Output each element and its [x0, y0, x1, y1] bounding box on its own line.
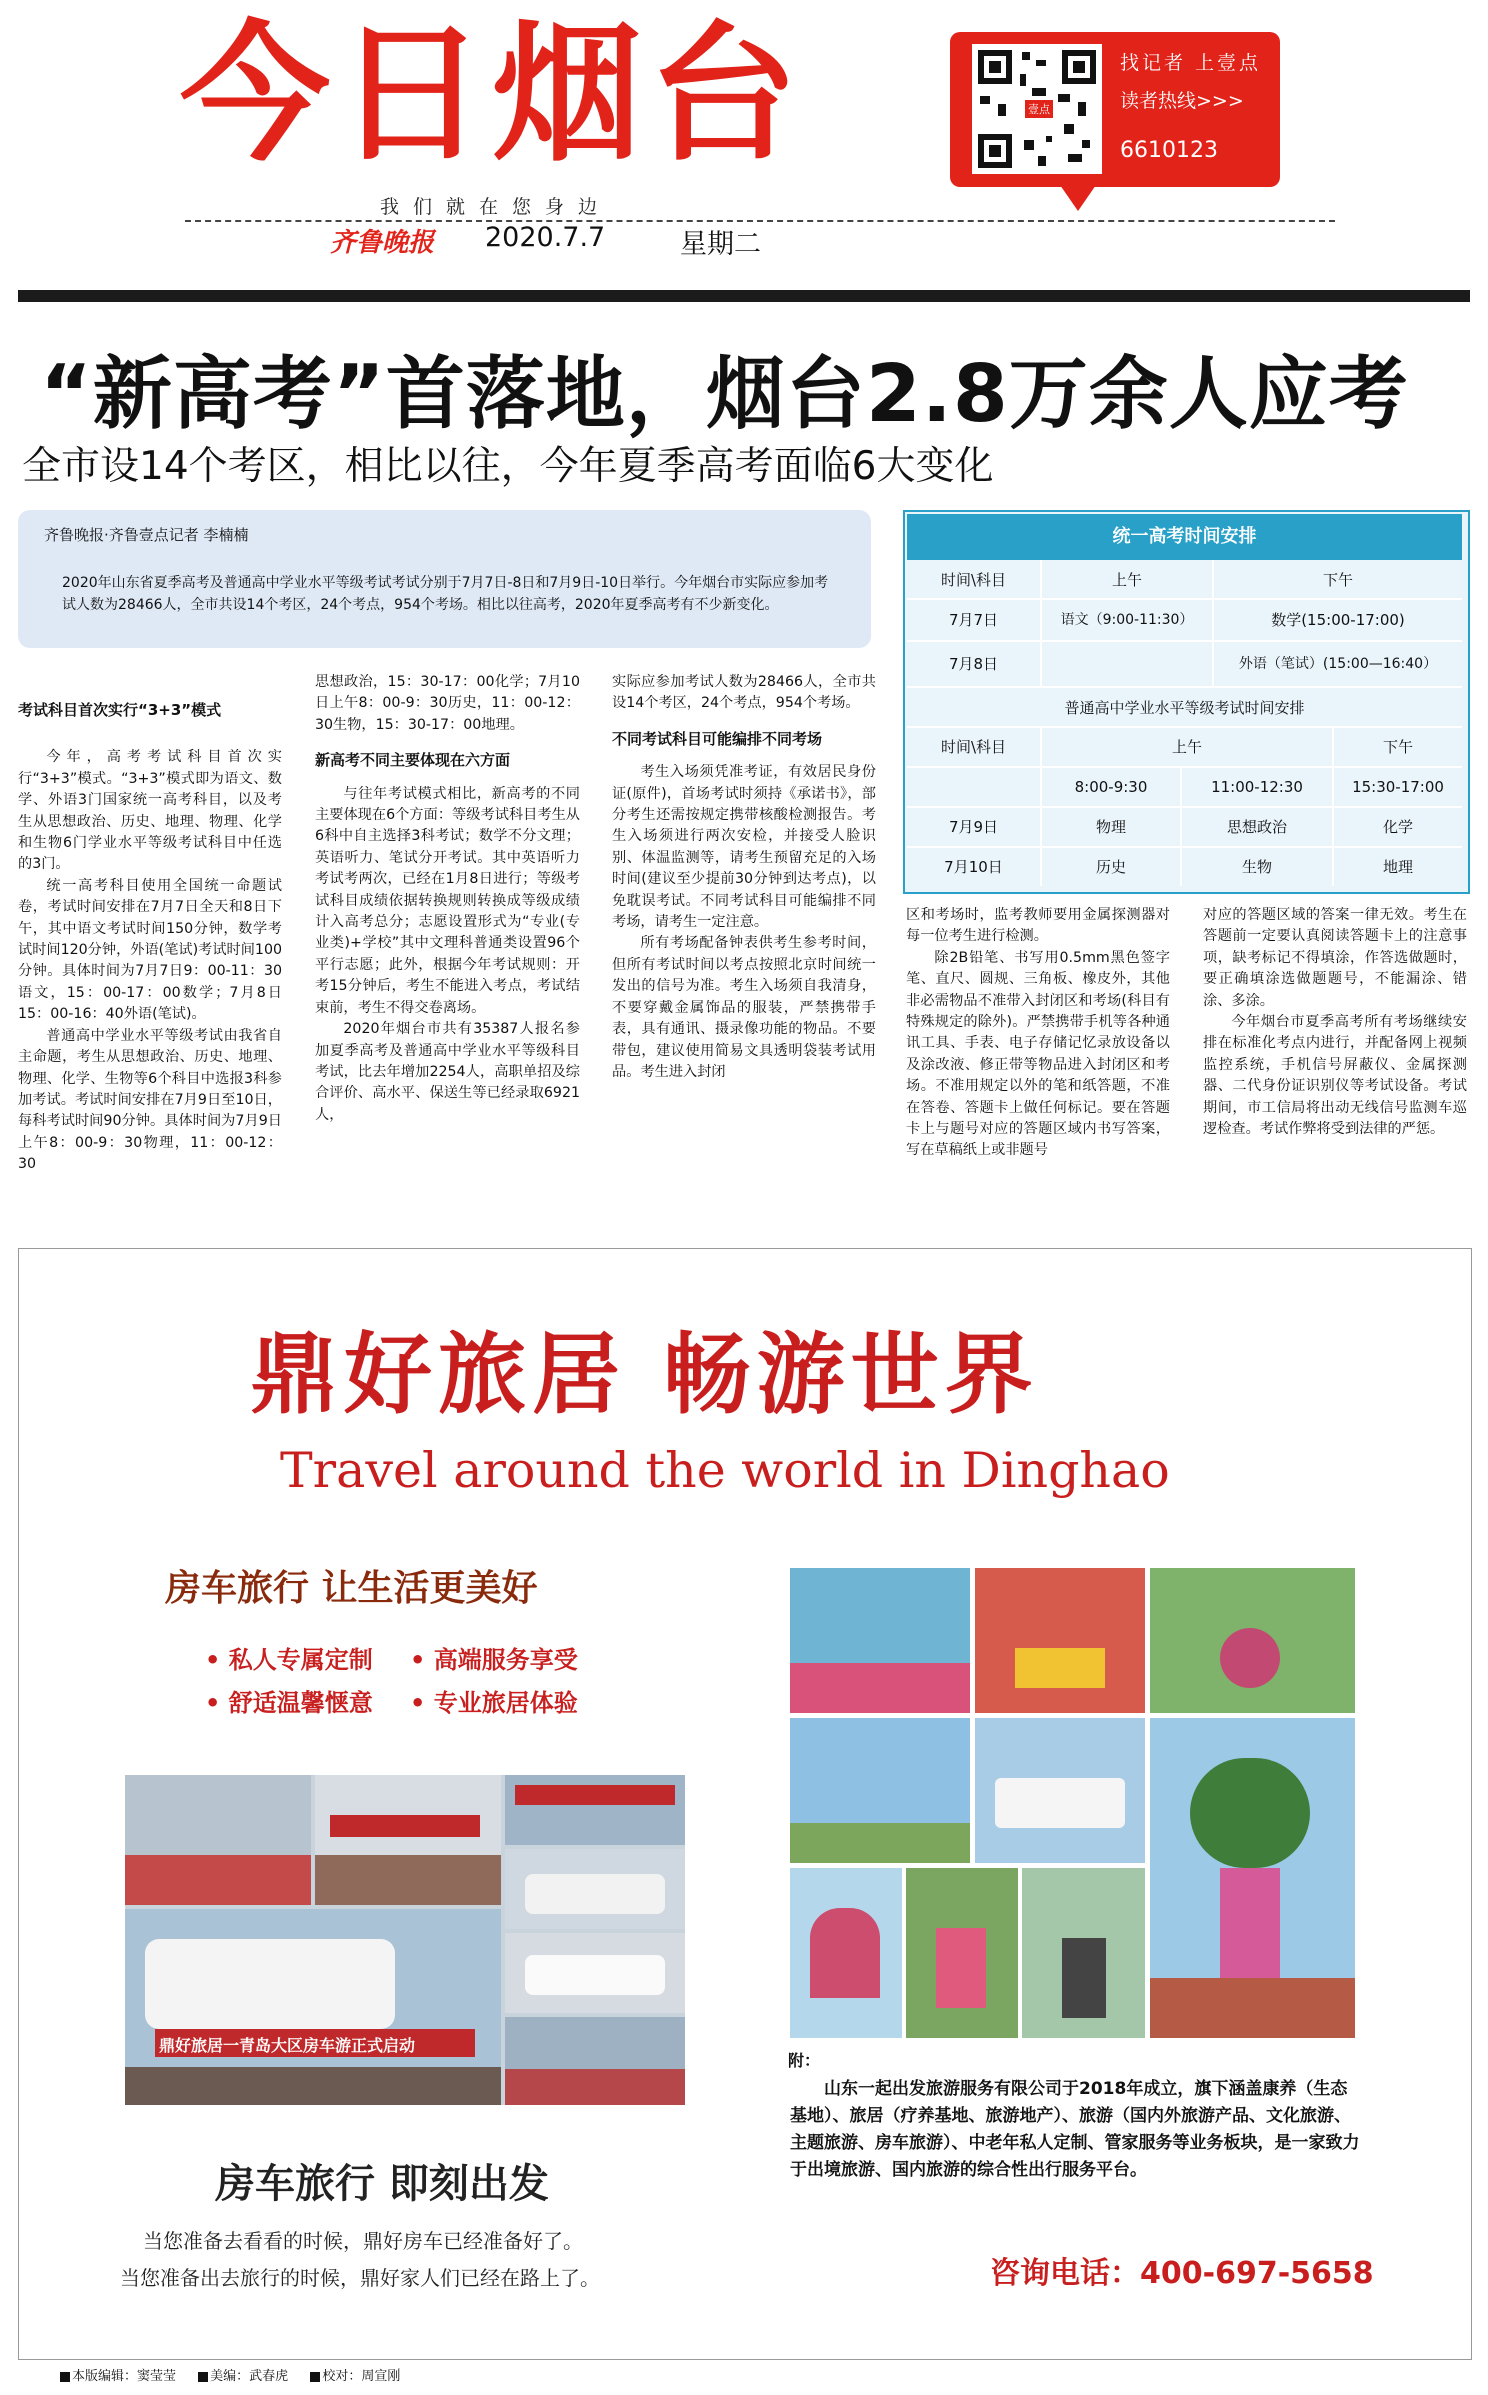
tour-photo — [1022, 1868, 1145, 2038]
rv-launch-photo — [125, 1909, 501, 2105]
table-header-cell: 上午 — [1111, 571, 1142, 589]
tour-photo — [790, 1568, 970, 1713]
subheadline: 全市设14个考区，相比以往，今年夏季高考面临6大变化 — [22, 444, 994, 489]
paragraph: 对应的答题区域的答案一律无效。考生在答题前一定要认真阅读答题卡上的注意事项，缺考标记不得填涂，作答选做题时，要正确填涂选做题题号，不能漏涂、错涂、多涂。 — [1203, 907, 1467, 1009]
paragraph: 统一高考科目使用全国统一命题试卷，考试时间安排在7月7日全天和8日下午，其中语文考试时间150分钟，数学考试时间120分钟，外语(笔试)考试时间100分钟。具体时间为7月7日9：00-11：30语文，15：00-17：00数学；7月8日15：00-16：40外语(笔试)。 — [18, 877, 282, 1023]
tour-photo — [975, 1568, 1145, 1713]
photo-collage-left — [125, 1775, 685, 2105]
table-header-cell: 时间\科目 — [940, 738, 1007, 756]
table-cell: 7月7日 — [948, 611, 999, 629]
paragraph: 今年烟台市夏季高考所有考场继续安排在标准化考点内进行，并配备网上视频监控系统，手机信号屏蔽仪、金属探测器、二代身份证识别仪等考试设备。考试期间，市工信局将出动无线信号监测车巡逻检查。考试作弊将受到法律的严惩。 — [1203, 1014, 1467, 1138]
paper-name: 齐鲁晚报 — [330, 228, 435, 258]
paragraph: 今年，高考考试科目首次实行“3+3”模式。“3+3”模式即为语文、数学、外语3门国家统一高考科目，以及考生从思想政治、历史、地理、物理、化学和生物6门学业水平等级考试科目中任选的3门。 — [18, 749, 282, 873]
ad-title: 鼎好旅居 畅游世界 — [250, 1322, 1039, 1426]
masthead-rule — [18, 290, 1470, 302]
ad-bullet: • 高端服务享受 — [410, 1646, 578, 1674]
square-bullet-icon — [198, 2372, 208, 2382]
table-cell: 思想政治 — [1226, 818, 1287, 836]
table-cell: 物理 — [1095, 818, 1126, 836]
lead-paragraph: 2020年山东省夏季高考及普通高中学业水平等级考试考试分别于7月7日-8日和7月9日-10日举行。今年烟台市实际应参加考试人数为28466人，全市共设14个考区，24个考点，954个考场。相比以往高考，2020年夏季高考有不少新变化。 — [62, 575, 829, 613]
editor-credit: 本版编辑：窦莹莹 — [72, 2369, 177, 2384]
ad-line: 当您准备去看看的时候，鼎好房车已经准备好了。 — [143, 2229, 583, 2253]
table-rule — [907, 766, 1462, 768]
article-column-1 — [18, 700, 282, 1176]
group-photo — [315, 1775, 501, 1905]
table-cell: 11:00-12:30 — [1211, 778, 1303, 796]
table-cell: 外语（笔试）(15:00—16:40） — [1238, 656, 1438, 672]
section-heading: 考试科目首次实行“3+3”模式 — [18, 701, 222, 719]
group-photo — [505, 2017, 685, 2105]
hotline-line1: 找记者 上壹点 — [1120, 52, 1262, 74]
ad-subtitle: 房车旅行 即刻出发 — [215, 2161, 549, 2207]
ad-title-english: Travel around the world in Dinghao — [280, 1442, 1170, 1499]
schedule-subtitle: 普通高中学业水平等级考试时间安排 — [1064, 699, 1305, 717]
rv-photo — [505, 1933, 685, 2013]
paragraph: 考生入场须凭准考证，有效居民身份证(原件)，首场考试时须持《承诺书》，部分考生还需按规定携带核酸检测报告。考生入场须进行两次安检，并接受人脸识别、体温监测等，请考生预留充足的入场时间(建议至少提前30分钟到达考点)，以免耽误考试。不同考试科目可能编排不同考场，请考生一定注意。 — [612, 764, 876, 931]
headline: “新高考”首落地，烟台2.8万余人应考 — [40, 348, 1409, 440]
table-cell: 历史 — [1095, 858, 1126, 876]
paragraph: 除2B铅笔、书写用0.5mm黑色签字笔、直尺、圆规、三角板、橡皮外，其他非必需物品不准带入封闭区和考场(科目有特殊规定的除外)。严禁携带手机等各种通讯工具、手表、电子存储记忆录放设备以及涂改液、修正带等物品进入封闭区和考场。不准用规定以外的笔和纸答题，不准在答卷、答题卡上做任何标记。要在答题卡上与题号对应的答题区域内书写答案，写在草稿纸上或非题号 — [906, 949, 1170, 1159]
tour-photo — [790, 1868, 902, 2038]
table-header-cell: 时间\科目 — [940, 571, 1007, 589]
table-rule — [907, 726, 1462, 728]
banner-text: 鼎好旅居一青岛大区房车游正式启动 — [159, 2036, 416, 2055]
issue-date: 2020.7.7 — [485, 222, 606, 253]
masthead-slogan: 我们就在您身边 — [380, 196, 612, 218]
table-rule — [907, 598, 1462, 600]
photo-collage-right — [790, 1568, 1355, 2038]
table-rule — [907, 640, 1462, 642]
section-heading: 不同考试科目可能编排不同考场 — [612, 729, 823, 748]
table-cell: 8:00-9:30 — [1074, 778, 1148, 796]
hotline-number: 6610123 — [1120, 138, 1218, 163]
rv-photo — [505, 1849, 685, 1929]
consult-phone[interactable]: 咨询电话：400-697-5658 — [990, 2256, 1374, 2291]
group-photo — [125, 1775, 311, 1905]
table-header-cell: 下午 — [1322, 571, 1353, 589]
table-cell: 7月10日 — [944, 858, 1003, 876]
paragraph: 与往年考试模式相比，新高考的不同主要体现在6个方面：等级考试科目考生从6科中自主选择3科考试；数学不分文理；英语听力、笔试分开考试。其中英语听力考试考两次，已经在1月8日进行；等级考试科目成绩依据转换规则转换成等级成绩计入高考总分；志愿设置形式为“专业(专业类)+学校”其中文理科普通类设置96个平行志愿；此外，根据今年考试规则：开考15分钟后，考生不能进入考点，考试结束前，考生不得交卷离场。 — [315, 785, 580, 1016]
hotline-line2: 读者热线>>> — [1120, 90, 1244, 112]
article-column-5 — [1203, 905, 1467, 1140]
company-note: 山东一起出发旅游服务有限公司于2018年成立，旗下涵盖康养（生态基地）、旅居（疗养基地、旅游地产）、旅游（国内外旅游产品、文化旅游、主题旅游、房车旅游）、中老年私人定制、管家服务等业务板块，是一家致力于出境旅游、国内旅游的综合性出行服务平台。 — [790, 2079, 1360, 2180]
ad-slogan: 房车旅行 让生活更美好 — [165, 1568, 538, 1609]
square-bullet-icon — [60, 2372, 70, 2382]
group-photo — [505, 1775, 685, 1845]
table-rule — [907, 806, 1462, 808]
table-cell: 化学 — [1382, 818, 1413, 836]
issue-weekday: 星期二 — [680, 229, 761, 260]
table-cell: 地理 — [1382, 858, 1413, 876]
table-header-cell: 下午 — [1382, 738, 1413, 756]
ad-bullet: • 舒适温馨惬意 — [205, 1689, 373, 1717]
ad-line: 当您准备出去旅行的时候，鼎好家人们已经在路上了。 — [120, 2266, 600, 2290]
page-credits — [60, 2365, 418, 2384]
article-column-4 — [906, 905, 1170, 1162]
table-cell: 数学(15:00-17:00) — [1271, 611, 1405, 629]
ad-bullet: • 专业旅居体验 — [410, 1689, 578, 1717]
proofreader-credit: 校对：周宣刚 — [322, 2369, 401, 2384]
designer-credit: 美编：武春虎 — [210, 2369, 289, 2384]
tour-photo — [790, 1718, 970, 1863]
article-column-2 — [315, 672, 580, 1126]
table-header-cell: 上午 — [1171, 738, 1202, 756]
qr-label: 壹点 — [1025, 100, 1053, 118]
paragraph: 思想政治，15：30-17：00化学；7月10日上午8：00-9：30历史，11：00-12：30生物，15：30-17：00地理。 — [315, 674, 580, 733]
table-rule — [907, 846, 1462, 848]
table-rule — [907, 686, 1462, 688]
byline: 齐鲁晚报·齐鲁壹点记者 李楠楠 — [44, 526, 249, 544]
tour-photo — [1150, 1568, 1355, 1713]
table-cell: 生物 — [1241, 858, 1272, 876]
schedule-title: 统一高考时间安排 — [907, 514, 1462, 560]
tour-photo — [975, 1718, 1145, 1863]
paragraph: 实际应参加考试人数为28466人，全市共设14个考区，24个考点，954个考场。 — [612, 674, 876, 712]
note-label: 附： — [788, 2051, 821, 2070]
tour-photo — [906, 1868, 1018, 2038]
tour-photo — [1150, 1718, 1355, 2038]
hotline-bubble-tail — [1060, 185, 1096, 211]
table-cell: 15:30-17:00 — [1352, 778, 1444, 796]
section-heading: 新高考不同主要体现在六方面 — [315, 751, 511, 770]
paragraph: 所有考场配备钟表供考生参考时间，但所有考试时间以考点按照北京时间统一发出的信号为准。考生入场须自我清身，不要穿戴金属饰品的服装，严禁携带手表，具有通讯、摄录像功能的物品。不要带包，建议使用简易文具透明袋装考试用品。考生进入封闭 — [612, 935, 876, 1080]
newspaper-title: 今日烟台 — [180, 8, 805, 182]
table-cell: 语文（9:00-11:30） — [1060, 612, 1194, 628]
table-cell: 7月9日 — [948, 818, 999, 836]
paragraph: 2020年烟台市共有35387人报名参加夏季高考及普通高中学业水平等级科目考试，比去年增加2254人，高职单招及综合评价、高水平、保送生等已经录取6921人， — [315, 1021, 580, 1123]
paragraph: 普通高中学业水平等级考试由我省自主命题，考生从思想政治、历史、地理、物理、化学、生物等6个科目中选报3科参加考试。考试时间安排在7月9日至10日，每科考试时间90分钟。具体时间为7月9日上午8：00-9：30物理，11：00-12：30 — [18, 1027, 282, 1173]
article-column-3 — [612, 672, 876, 1083]
paragraph: 区和考场时，监考教师要用金属探测器对每一位考生进行检测。 — [906, 907, 1170, 945]
ad-bullet: • 私人专属定制 — [205, 1646, 373, 1674]
table-cell: 7月8日 — [948, 655, 999, 673]
square-bullet-icon — [310, 2372, 320, 2382]
